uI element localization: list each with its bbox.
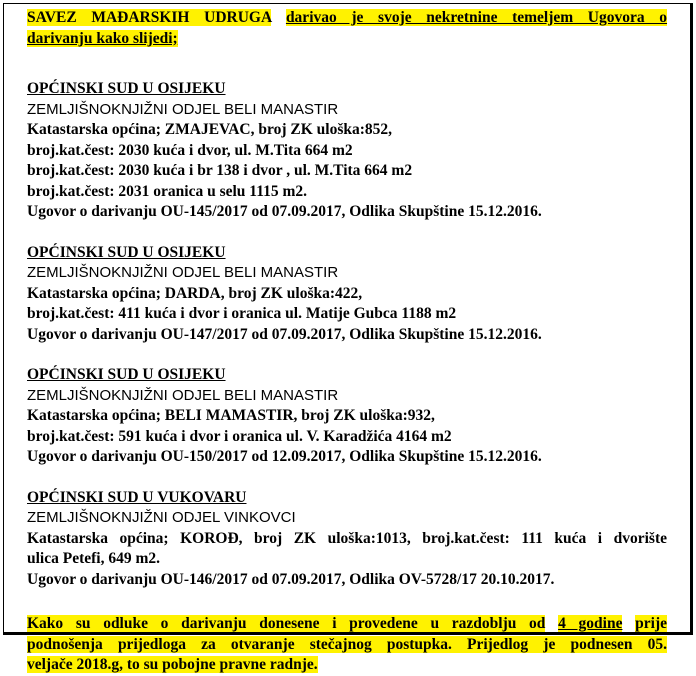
section-line: Katastarska općina; BELI MAMASTIR, broj ZK uloška:932,: [27, 407, 435, 424]
section-contract: Ugovor o darivanju OU-146/2017 od 07.09.2017, Odlika OV-5728/17 20.10.2017.: [27, 570, 555, 588]
intro-line-2: [27, 29, 667, 50]
section-line: ulica Petefi, 649 m2.: [27, 550, 161, 567]
section-contract: Ugovor o darivanju OU-145/2017 od 07.09.2017, Odlika Skupštine 15.12.2016.: [27, 203, 542, 220]
section-3: [27, 365, 667, 468]
section-dept: ZEMLJIŠNOKNJIŽNI ODJEL VINKOVCI: [27, 509, 296, 526]
section-line: Katastarska općina; ZMAJEVAC, broj ZK uloška:852,: [27, 121, 393, 138]
section-contract: Ugovor o darivanju OU-147/2017 od 07.09.2017, Odlika Skupštine 15.12.2016.: [27, 325, 542, 343]
section-1: [27, 79, 667, 223]
section-line: broj.kat.čest: 591 kuća i dvor i oranica ul. V. Karadžića 4164 m2: [27, 427, 452, 445]
section-court: OPĆINSKI SUD U OSIJEKU: [27, 366, 226, 383]
conclusion-text-2: podnošenja prijedloga za otvaranje stečajnog postupka. Prijedlog je podnesen 05.: [27, 635, 667, 653]
intro-text-2: darivanju kako slijedi;: [27, 29, 178, 47]
conclusion-text-1b: prije: [635, 615, 667, 632]
section-court: OPĆINSKI SUD U VUKOVARU: [27, 488, 247, 506]
section-line: Katastarska općina; DARDA, broj ZK uloška:422,: [27, 284, 363, 302]
section-dept: ZEMLJIŠNOKNJIŽNI ODJEL BELI MANASTIR: [27, 386, 339, 404]
section-line: broj.kat.čest: 2030 kuća i dvor, ul. M.Tita 664 m2: [27, 141, 353, 159]
intro-org: SAVEZ MAĐARSKIH UDRUGA: [27, 9, 272, 26]
section-line: broj.kat.čest: 2030 kuća i br 138 i dvor , ul. M.Tita 664 m2: [27, 162, 413, 179]
section-court: OPĆINSKI SUD U OSIJEKU: [27, 80, 226, 97]
section-dept: ZEMLJIŠNOKNJIŽNI ODJEL BELI MANASTIR: [27, 100, 339, 118]
section-contract: Ugovor o darivanju OU-150/2017 od 12.09.2017, Odlika Skupštine 15.12.2016.: [27, 448, 542, 465]
section-line: broj.kat.čest: 2031 oranica u selu 1115 m2.: [27, 182, 307, 200]
conclusion-period: 4 godine: [558, 615, 623, 632]
section-dept: ZEMLJIŠNOKNJIŽNI ODJEL BELI MANASTIR: [27, 264, 339, 281]
intro-line-1: [27, 8, 667, 29]
conclusion-line-3: [27, 655, 667, 676]
section-line: Katastarska općina; KOROĐ, broj ZK uloška:1013, broj.kat.čest: 111 kuća i dvorište: [27, 529, 667, 547]
section-4: [27, 488, 667, 591]
conclusion-line-1: [27, 614, 667, 635]
conclusion-text-3: veljače 2018.g, to su pobojne pravne radnje.: [27, 656, 318, 673]
section-line: broj.kat.čest: 411 kuća i dvor i oranica ul. Matije Gubca 1188 m2: [27, 305, 457, 322]
intro-text-1: darivao je svoje nekretnine temeljem Ugovora o: [285, 9, 668, 26]
section-court: OPĆINSKI SUD U OSIJEKU: [27, 243, 226, 261]
document-body: [27, 8, 667, 676]
section-2: [27, 243, 667, 346]
conclusion-text-1a: Kako su odluke o darivanju donesene i provedene u razdoblju od: [27, 615, 546, 632]
conclusion: [27, 614, 667, 676]
